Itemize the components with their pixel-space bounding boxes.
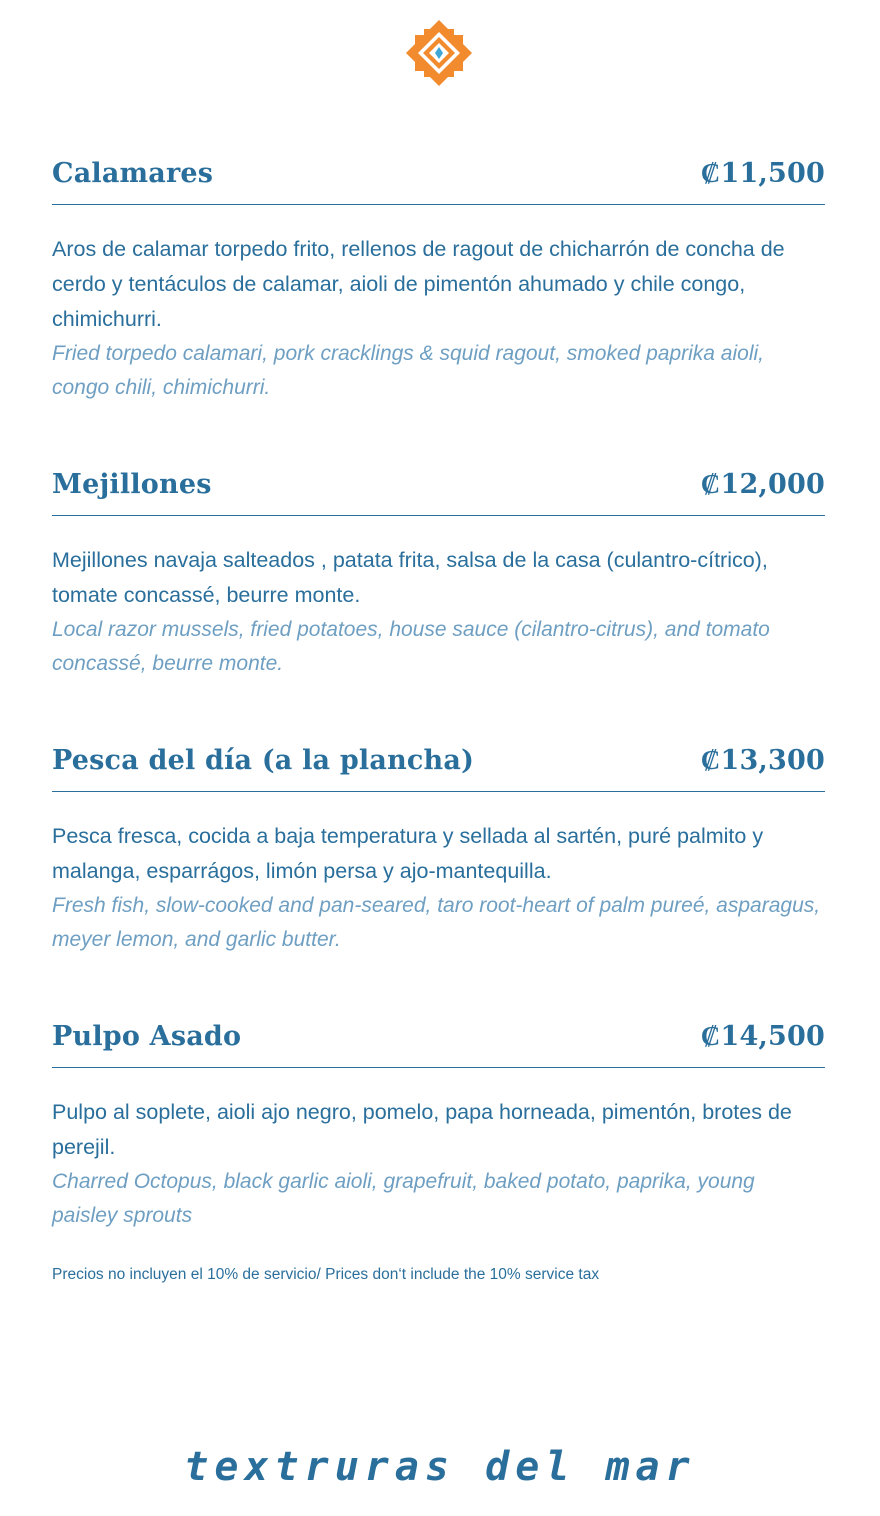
diamond-emblem-icon bbox=[406, 20, 472, 86]
item-description-english: Local razor mussels, fried potatoes, house sauce (cilantro-citrus), and tomato concassé, beurre monte. bbox=[52, 618, 770, 675]
menu-item-header bbox=[52, 1021, 825, 1068]
menu-item-calamares bbox=[52, 158, 825, 405]
menu-item-header bbox=[52, 745, 825, 792]
item-price: ₡14,500 bbox=[700, 1021, 825, 1052]
item-description-english: Fried torpedo calamari, pork cracklings & squid ragout, smoked paprika aioli, congo chili, chimichurri. bbox=[52, 342, 765, 399]
item-name: Mejillones bbox=[52, 469, 212, 500]
item-price: ₡11,500 bbox=[700, 158, 825, 189]
menu-item-header bbox=[52, 158, 825, 205]
item-price: ₡13,300 bbox=[700, 745, 825, 776]
item-description-english: Charred Octopus, black garlic aioli, grapefruit, baked potato, paprika, young paisley sprouts bbox=[52, 1170, 755, 1227]
item-description-spanish: Pesca fresca, cocida a baja temperatura y sellada al sartén, puré palmito y malanga, esparrágos, limón persa y ajo-mantequilla. bbox=[52, 824, 764, 883]
item-description-spanish: Pulpo al soplete, aioli ajo negro, pomelo, papa horneada, pimentón, brotes de perejil. bbox=[52, 1100, 792, 1159]
logo bbox=[406, 20, 472, 86]
item-price: ₡12,000 bbox=[700, 469, 825, 500]
brand-logotype: textruras del mar bbox=[184, 1444, 696, 1490]
menu-item-pulpo-asado bbox=[52, 1021, 825, 1233]
item-name: Pesca del día (a la plancha) bbox=[52, 745, 475, 776]
service-tax-note: Precios no incluyen el 10% de servicio/ Prices don‘t include the 10% service tax bbox=[52, 1266, 600, 1283]
item-description-spanish: Mejillones navaja salteados , patata frita, salsa de la casa (culantro-cítrico), tomate concassé, beurre monte. bbox=[52, 548, 768, 607]
menu-item-mejillones bbox=[52, 469, 825, 681]
item-description-spanish: Aros de calamar torpedo frito, rellenos de ragout de chicharrón de concha de cerdo y tentáculos de calamar, aioli de pimentón ahumado y chile congo, chimichurri. bbox=[52, 237, 785, 331]
item-name: Pulpo Asado bbox=[52, 1021, 242, 1052]
menu-item-pesca-del-dia bbox=[52, 745, 825, 957]
menu-item-header bbox=[52, 469, 825, 516]
item-name: Calamares bbox=[52, 158, 214, 189]
item-description-english: Fresh fish, slow-cooked and pan-seared, taro root-heart of palm pureé, asparagus, meyer lemon, and garlic butter. bbox=[52, 894, 821, 951]
